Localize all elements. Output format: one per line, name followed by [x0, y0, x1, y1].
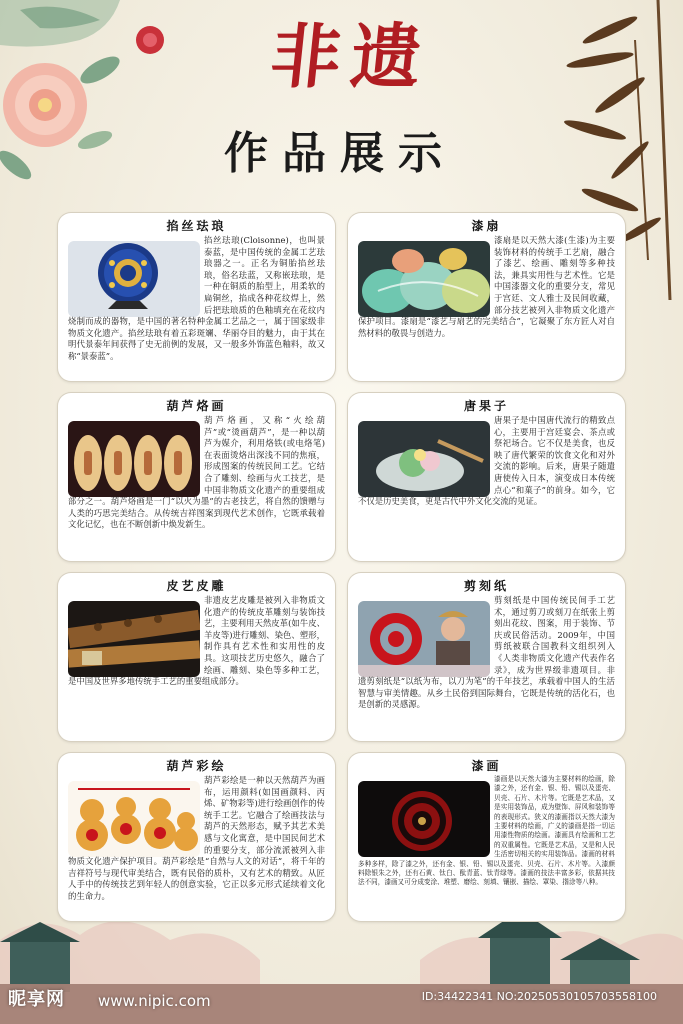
card-image-paper-cutting	[358, 595, 490, 671]
card-text: 漆扇是以天然大漆(生漆)为主要装饰材料的传统手工艺扇，融合了漆艺、绘画、雕刻等多种技法，兼具实用性与艺术性。它是中国漆器文化的重要分支，常见于宫廷、文人雅士及民间收藏，部分技艺被列入非物质文化遗产保护项目。漆扇是“漆艺与扇艺的完美结合”，它凝聚了东方匠人对自然材料的敬畏与创造力。	[358, 235, 615, 338]
watermark-logo: 昵享网	[8, 989, 65, 1010]
card-title: 葫芦烙画	[166, 399, 227, 413]
card-image-cloisonne-plate	[68, 235, 200, 311]
card-gourd-pyrography	[58, 393, 335, 561]
card-leather-carving	[58, 573, 335, 741]
card-painted-gourds	[58, 753, 335, 921]
card-text: 漆画是以天然大漆为主要材料的绘画，除漆之外，还有金、银、铅、锡以及蛋壳、贝壳、石片、木片等。它既是艺术品，又是实用装饰品，成为壁饰、屏风和装饰等的表现形式。狭义的漆画指以天然大漆为主要材料的绘画，广义的漆画是指一切运用漆性物质的绘画。漆画具有绘画和工艺的双重属性。它既是艺术品，又是和人民生活密切相关的实用装饰品。漆画的材料多种多样，除了漆之外，还有金、银、铅、锡以及蛋壳、贝壳、石片、木片等。入漆颜料除银朱之外，还有石黄、钛白、酞青蓝、钛青绿等。漆画的技法丰富多彩，依据其技法不同，漆画又可分成变涂、堆塑、磨绘、刻填、镶嵌、描绘、罩染、揩涂等八种。	[358, 775, 615, 887]
card-title: 皮艺皮雕	[166, 579, 227, 593]
card-text: 葫芦烙画，又称“火绘葫芦”或“烫画葫芦”，是一种以葫芦为媒介，利用烙铁(或电烙笔)在表面烫烙出深浅不同的焦痕，形成图案的传统民间工艺。它结合了雕刻、绘画与火工技艺，是中国非物质文化遗产的重要组成部分之一。葫芦烙画是一门“以火为墨”的古老技艺，将自然的馈赠与人类的巧思完美结合。从传统吉祥图案到现代艺术创作，它既承载着文化记忆，也在不断创新中焕发新生。	[68, 415, 325, 530]
card-tang-pastry	[348, 393, 625, 561]
card-lacquer-fan	[348, 213, 625, 381]
card-image-lacquer-fans	[358, 235, 490, 311]
card-text: 剪刻纸是中国传统民间手工艺术，通过剪刀或刻刀在纸张上剪刻出花纹、图案，用于装饰、节庆或民俗活动。2009年，中国剪纸被联合国教科文组织列入《人类非物质文化遗产代表作名录》，成为世界级非遗项目。非遗剪刻纸是“以纸为布，以刀为笔”的千年技艺，承载着中国人的生活智慧与审美情趣。从乡土民俗到国际舞台，它既是传统的活化石，也是创新的灵感源。	[358, 595, 615, 710]
card-title: 漆扇	[471, 219, 502, 233]
page-subtitle: 作品展示	[224, 128, 456, 179]
card-paper-cutting	[348, 573, 625, 741]
card-lacquer-painting	[348, 753, 625, 921]
card-image-tang-pastry	[358, 415, 490, 491]
peony-decoration	[0, 0, 180, 185]
watermark-url: www.nipic.com	[98, 992, 211, 1010]
card-text: 葫芦彩绘是一种以天然葫芦为画布，运用颜料(如国画颜料、丙烯、矿物彩等)进行绘画创作的传统手工艺。它融合了绘画技法与葫芦的天然形态，赋予其艺术美感与文化寓意，是中国民间艺术的重要分支，部分流派被列入非物质文化遗产保护项目。葫芦彩绘是“自然与人文的对话”，将千年的吉祥符号与现代审美结合，既有民俗的质朴，又有艺术的精致。从匠人手中的传统技艺到年轻人的创意实验，它正以多元形式延续着文化的生命力。	[68, 775, 325, 901]
card-title: 剪刻纸	[463, 579, 509, 593]
card-text: 唐果子是中国唐代流行的精致点心，主要用于宫廷宴会、茶点或祭祀场合。它不仅是美食，也反映了唐代繁荣的饮食文化和对外交流的影响。后来，唐果子随遣唐使传入日本，演变成日本传统点心“和菓子”的前身。如今，它不仅是历史美食，更是古代中外文化交流的见证。	[358, 415, 615, 507]
watermark-id: ID:34422341 NO:20250530105703558100	[421, 990, 657, 1003]
card-text: 非遗皮艺皮雕是被列入非物质文化遗产的传统皮革雕刻与装饰技艺，主要利用天然皮革(如牛皮、羊皮等)进行雕刻、染色、塑形，制作具有艺术性和实用性的皮具。这项技艺历史悠久，融合了绘画、雕刻、染色等多种工艺，是中国及世界多地传统手工艺的重要组成部分。	[68, 595, 325, 687]
card-image-leather-carving	[68, 595, 200, 671]
card-image-lacquer-painting	[358, 775, 490, 851]
page-title: 非遗	[266, 15, 436, 98]
card-image-gourd-pyrography	[68, 415, 200, 491]
card-text: 掐丝珐琅(Cloisonne)，也叫景泰蓝，是中国传统的金属工艺珐琅器之一。正名为铜胎掐丝珐琅，俗名珐蓝，又称嵌珐琅，是一种在铜质的胎型上，用柔软的扁铜丝，掐成各种花纹焊上，然后把珐琅质的色釉填充在花纹内烧制而成的器物，是中国的著名特种金属工艺品之一，属于国家级非物质文化遗产。掐丝珐琅有着五彩斑斓、华丽夺目的魅力，由于其在明代景泰年间获得了史无前例的发展，又一般多外饰蓝色釉料，故又称“景泰蓝”。	[68, 235, 325, 361]
card-cloisonne	[58, 213, 335, 381]
card-title: 唐果子	[463, 399, 509, 413]
card-title: 掐丝珐琅	[166, 219, 227, 233]
card-title: 葫芦彩绘	[166, 759, 227, 773]
card-title: 漆画	[471, 759, 502, 773]
card-image-painted-gourds	[68, 775, 200, 851]
